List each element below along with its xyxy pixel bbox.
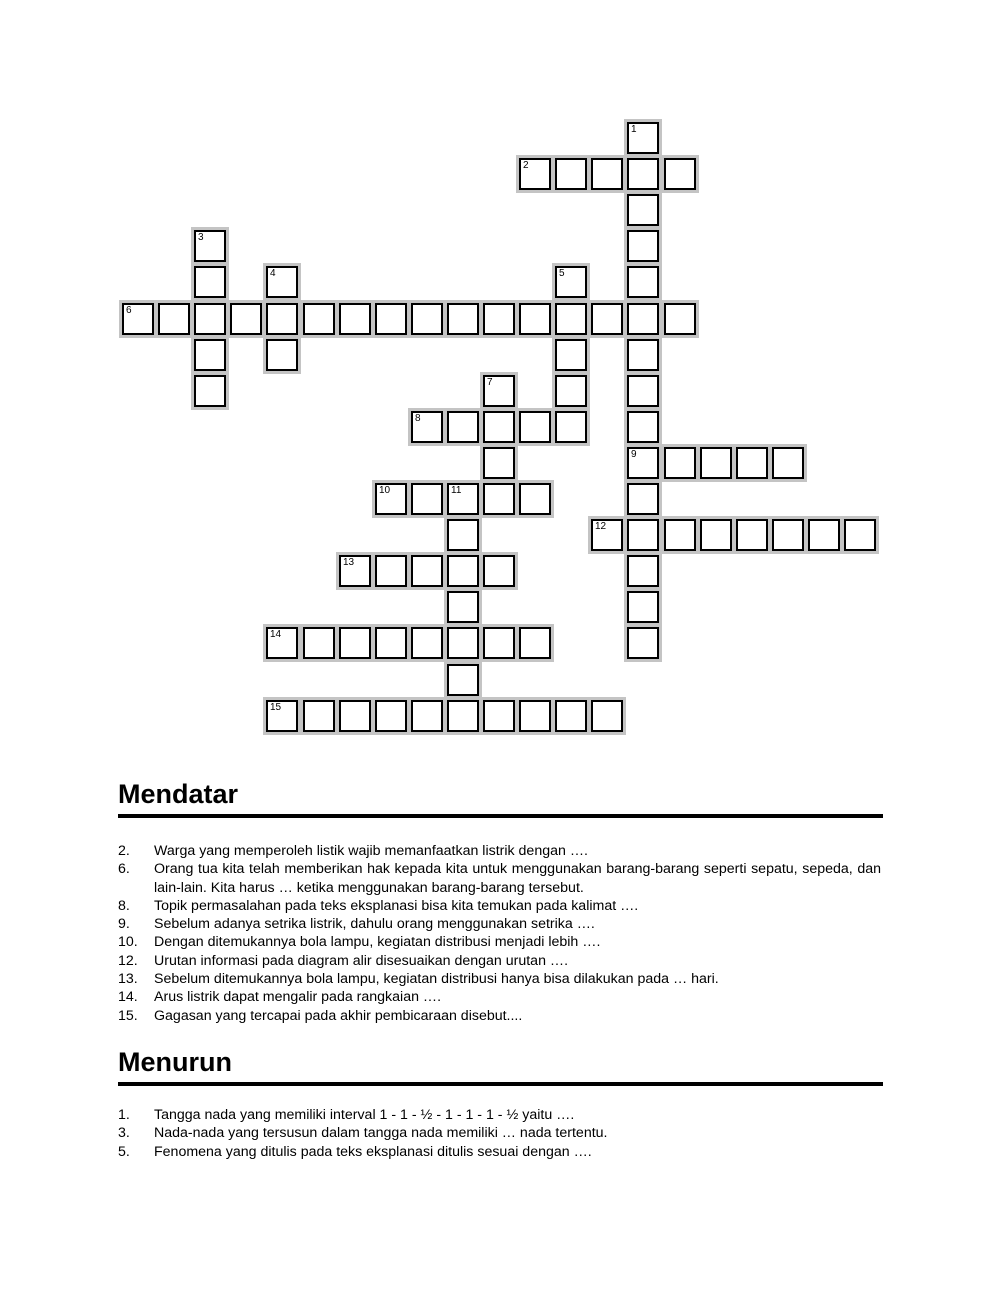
- crossword-cell[interactable]: [194, 230, 226, 262]
- crossword-cell[interactable]: [591, 158, 623, 190]
- crossword-cell[interactable]: [555, 339, 587, 371]
- clue-text: Gagasan yang tercapai pada akhir pembicaraan disebut....: [154, 1007, 523, 1024]
- down-clue-list: [118, 1106, 881, 1161]
- crossword-cell[interactable]: [122, 303, 154, 335]
- clue-text: Orang tua kita telah memberikan hak kepada kita untuk menggunakan barang-barang seperti sepatu, sepeda, dan lain-lain. Kita harus … ketika menggunakan barang-barang tersebut.: [154, 861, 881, 896]
- crossword-cell[interactable]: [447, 555, 479, 587]
- crossword-cell[interactable]: [772, 447, 804, 479]
- crossword-cell[interactable]: [375, 700, 407, 732]
- crossword-cell[interactable]: [627, 230, 659, 262]
- crossword-cell[interactable]: [339, 700, 371, 732]
- crossword-cell[interactable]: [447, 627, 479, 659]
- clue-across-12: [118, 952, 881, 970]
- crossword-cell[interactable]: [303, 303, 335, 335]
- crossword-cell[interactable]: [266, 303, 298, 335]
- crossword-cell[interactable]: [627, 122, 659, 154]
- crossword-cell[interactable]: [447, 700, 479, 732]
- crossword-cell[interactable]: [664, 519, 696, 551]
- clue-number: 1.: [118, 1107, 130, 1123]
- crossword-cell[interactable]: [303, 700, 335, 732]
- crossword-cell[interactable]: [483, 411, 515, 443]
- cell-number: 5: [559, 268, 565, 279]
- crossword-cell[interactable]: [519, 303, 551, 335]
- crossword-cell[interactable]: [519, 158, 551, 190]
- clue-across-2: [118, 842, 881, 860]
- crossword-cell[interactable]: [555, 303, 587, 335]
- cell-number: 7: [487, 377, 493, 388]
- crossword-cell[interactable]: [555, 411, 587, 443]
- crossword-cell[interactable]: [303, 627, 335, 659]
- crossword-cell[interactable]: [555, 158, 587, 190]
- crossword-cell[interactable]: [664, 158, 696, 190]
- crossword-cell[interactable]: [194, 339, 226, 371]
- crossword-cell[interactable]: [483, 700, 515, 732]
- crossword-cell[interactable]: [591, 519, 623, 551]
- clue-number: 9.: [118, 916, 130, 933]
- clue-text: Tangga nada yang memiliki interval 1 - 1 - ½ - 1 - 1 - 1 - ½ yaitu ….: [154, 1107, 575, 1123]
- across-clue-list: [118, 842, 881, 1025]
- crossword-cell[interactable]: [339, 303, 371, 335]
- crossword-cell[interactable]: [627, 194, 659, 226]
- clue-down-5: [118, 1143, 881, 1161]
- crossword-cell[interactable]: [411, 555, 443, 587]
- crossword-cell[interactable]: [555, 375, 587, 407]
- crossword-cell[interactable]: [700, 447, 732, 479]
- clue-text: Sebelum ditemukannya bola lampu, kegiatan distribusi hanya bisa dilakukan pada … hari.: [154, 971, 719, 988]
- down-heading: Menurun: [118, 1046, 883, 1086]
- clue-text: Urutan informasi pada diagram alir disesuaikan dengan urutan ….: [154, 952, 569, 969]
- crossword-cell[interactable]: [591, 303, 623, 335]
- cell-number: 9: [631, 449, 637, 460]
- cell-number: 4: [270, 268, 276, 279]
- crossword-cell[interactable]: [266, 339, 298, 371]
- clue-number: 13.: [118, 971, 138, 988]
- clue-number: 14.: [118, 989, 138, 1006]
- crossword-cell[interactable]: [736, 447, 768, 479]
- clue-number: 8.: [118, 897, 130, 914]
- clue-across-14: [118, 988, 881, 1006]
- crossword-cell[interactable]: [519, 411, 551, 443]
- cell-number: 13: [343, 557, 355, 568]
- crossword-cell[interactable]: [447, 591, 479, 623]
- crossword-cell[interactable]: [483, 483, 515, 515]
- clue-across-10: [118, 933, 881, 951]
- crossword-cell[interactable]: [266, 266, 298, 298]
- crossword-cell[interactable]: [339, 555, 371, 587]
- crossword-cell[interactable]: [627, 519, 659, 551]
- across-heading: Mendatar: [118, 778, 883, 818]
- clue-text: Warga yang memperoleh listik wajib memanfaatkan listrik dengan ….: [154, 843, 588, 859]
- crossword-cell[interactable]: [194, 375, 226, 407]
- crossword-cell[interactable]: [194, 266, 226, 298]
- cell-number: 2: [523, 160, 529, 171]
- clue-across-9: [118, 915, 881, 933]
- crossword-cell[interactable]: [627, 339, 659, 371]
- crossword-cell[interactable]: [447, 519, 479, 551]
- crossword-cell[interactable]: [411, 627, 443, 659]
- crossword-cell[interactable]: [736, 519, 768, 551]
- crossword-cell[interactable]: [519, 483, 551, 515]
- crossword-cell[interactable]: [375, 483, 407, 515]
- clue-down-1: [118, 1106, 881, 1124]
- crossword-cell[interactable]: [483, 555, 515, 587]
- crossword-cell[interactable]: [664, 447, 696, 479]
- crossword-cell[interactable]: [627, 627, 659, 659]
- crossword-cell[interactable]: [483, 447, 515, 479]
- clue-across-15: [118, 1007, 881, 1025]
- crossword-cell[interactable]: [447, 411, 479, 443]
- clue-across-8: [118, 897, 881, 915]
- crossword-cell[interactable]: [375, 627, 407, 659]
- crossword-cell[interactable]: [339, 627, 371, 659]
- clue-text: Arus listrik dapat mengalir pada rangkaian ….: [154, 989, 442, 1006]
- cell-number: 10: [379, 485, 391, 496]
- crossword-cell[interactable]: [664, 303, 696, 335]
- clue-text: Topik permasalahan pada teks eksplanasi bisa kita temukan pada kalimat ….: [154, 897, 639, 914]
- crossword-cell[interactable]: [555, 266, 587, 298]
- crossword-cell[interactable]: [700, 519, 732, 551]
- crossword-cell[interactable]: [230, 303, 262, 335]
- clue-number: 10.: [118, 934, 138, 951]
- crossword-cell[interactable]: [627, 158, 659, 190]
- crossword-cell[interactable]: [627, 411, 659, 443]
- crossword-cell[interactable]: [627, 555, 659, 587]
- crossword-cell[interactable]: [158, 303, 190, 335]
- crossword-cell[interactable]: [772, 519, 804, 551]
- cell-number: 14: [270, 629, 282, 640]
- clue-text: Sebelum adanya setrika listrik, dahulu orang menggunakan setrika ….: [154, 916, 595, 933]
- cell-number: 1: [631, 124, 637, 135]
- crossword-cell[interactable]: [447, 483, 479, 515]
- cell-number: 12: [595, 521, 607, 532]
- crossword-cell[interactable]: [375, 555, 407, 587]
- crossword-cell[interactable]: [591, 700, 623, 732]
- crossword-cell[interactable]: [266, 700, 298, 732]
- cell-number: 3: [198, 232, 204, 243]
- clue-number: 2.: [118, 843, 130, 859]
- clue-down-3: [118, 1124, 881, 1142]
- cell-number: 15: [270, 702, 282, 713]
- clue-text: Fenomena yang ditulis pada teks eksplanasi ditulis sesuai dengan ….: [154, 1143, 592, 1160]
- clue-number: 5.: [118, 1143, 130, 1160]
- crossword-cell[interactable]: [411, 303, 443, 335]
- cell-number: 8: [415, 413, 421, 424]
- crossword-cell[interactable]: [266, 627, 298, 659]
- crossword-cell[interactable]: [411, 700, 443, 732]
- crossword-cell[interactable]: [627, 591, 659, 623]
- crossword-cell[interactable]: [447, 303, 479, 335]
- cell-number: 11: [451, 485, 462, 496]
- clue-number: 15.: [118, 1007, 138, 1024]
- crossword-cell[interactable]: [483, 627, 515, 659]
- crossword-cell[interactable]: [411, 483, 443, 515]
- clue-number: 6.: [118, 861, 130, 878]
- crossword-cell[interactable]: [483, 375, 515, 407]
- crossword-cell[interactable]: [627, 266, 659, 298]
- crossword-cell[interactable]: [808, 519, 840, 551]
- crossword-cell[interactable]: [447, 664, 479, 696]
- crossword-cell[interactable]: [483, 303, 515, 335]
- crossword-cell[interactable]: [627, 303, 659, 335]
- crossword-cell[interactable]: [411, 411, 443, 443]
- clue-text: Nada-nada yang tersusun dalam tangga nada memiliki … nada tertentu.: [154, 1125, 608, 1142]
- crossword-cell[interactable]: [844, 519, 876, 551]
- crossword-cell[interactable]: [519, 700, 551, 732]
- crossword-cell[interactable]: [627, 375, 659, 407]
- cell-number: 6: [126, 305, 132, 316]
- clue-text: Dengan ditemukannya bola lampu, kegiatan distribusi menjadi lebih ….: [154, 934, 601, 951]
- clue-across-6: [118, 860, 881, 897]
- crossword-cell[interactable]: [519, 627, 551, 659]
- clue-across-13: [118, 970, 881, 988]
- clue-number: 12.: [118, 952, 138, 969]
- crossword-cell[interactable]: [194, 303, 226, 335]
- crossword-cell[interactable]: [627, 447, 659, 479]
- crossword-cell[interactable]: [627, 483, 659, 515]
- crossword-cell[interactable]: [375, 303, 407, 335]
- crossword-cell[interactable]: [555, 700, 587, 732]
- clue-number: 3.: [118, 1125, 130, 1142]
